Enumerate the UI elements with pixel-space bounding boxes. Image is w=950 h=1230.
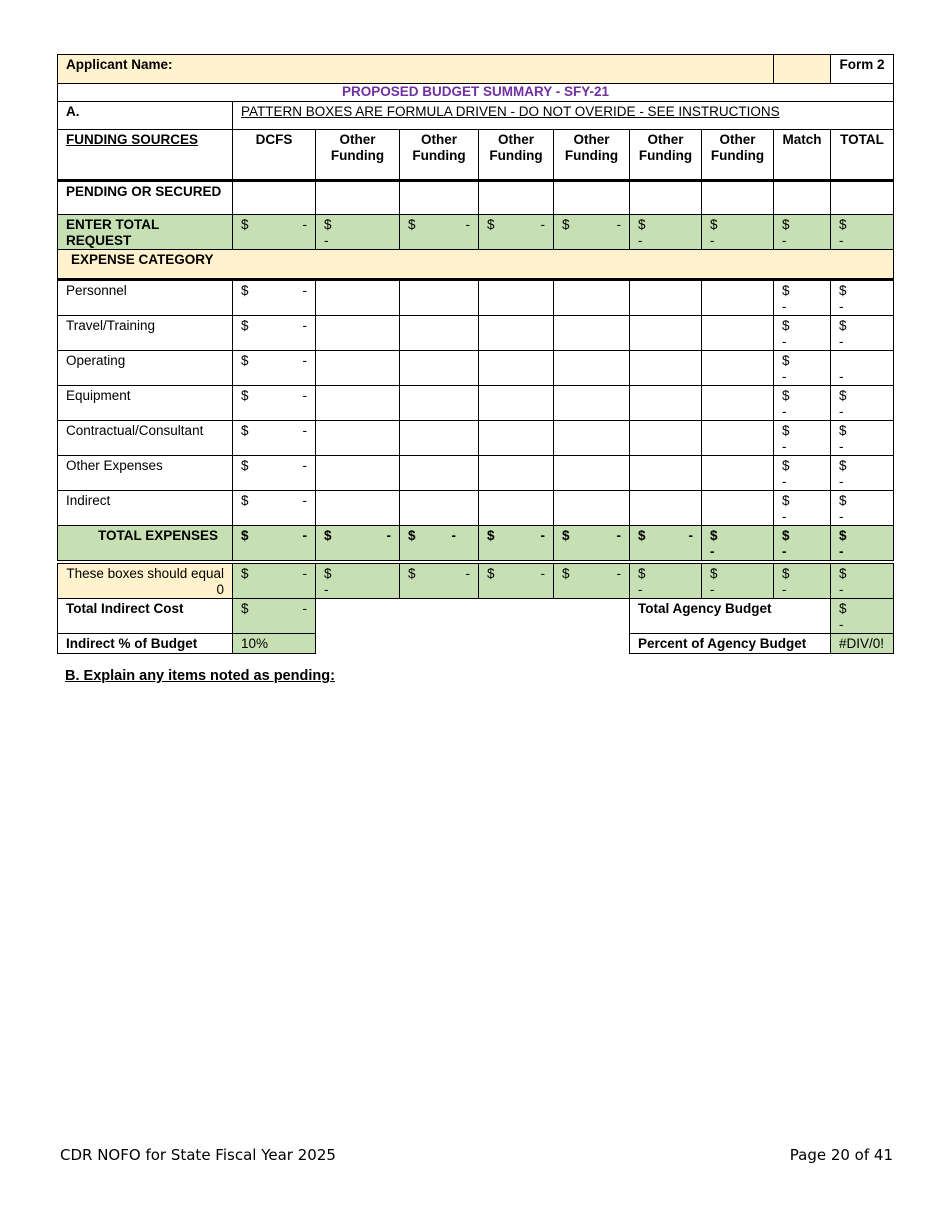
other-expense-input[interactable] xyxy=(479,421,554,456)
difference-value: $ - xyxy=(479,562,554,599)
match-value: $ - xyxy=(774,386,831,421)
total-expense-value: $ - xyxy=(702,526,774,563)
match-value: $ - xyxy=(774,421,831,456)
difference-value: $ - xyxy=(316,562,400,599)
other-expense-input[interactable] xyxy=(630,421,702,456)
other-expense-input[interactable] xyxy=(479,386,554,421)
match-value: $ - xyxy=(774,456,831,491)
other-expense-input[interactable] xyxy=(554,386,630,421)
expense-label-personnel: Personnel xyxy=(58,280,233,316)
pending-input[interactable] xyxy=(400,181,479,215)
dcfs-expense-input[interactable]: $ - xyxy=(233,280,316,316)
other-expense-input[interactable] xyxy=(479,280,554,316)
total-expenses-label: TOTAL EXPENSES xyxy=(58,526,233,563)
expense-label-operating: Operating xyxy=(58,351,233,386)
total-expense-match: $ - xyxy=(774,526,831,563)
enter-total-request-label: ENTER TOTAL REQUEST xyxy=(58,215,233,250)
expense-label-equipment: Equipment xyxy=(58,386,233,421)
other-expense-input[interactable] xyxy=(702,456,774,491)
request-input[interactable]: $ - xyxy=(233,215,316,250)
total-indirect-cost-value: $ - xyxy=(233,599,316,634)
pending-input[interactable] xyxy=(630,181,702,215)
expense-label-other-expenses: Other Expenses xyxy=(58,456,233,491)
other-expense-input[interactable] xyxy=(554,351,630,386)
expense-label-contractual-consultant: Contractual/Consultant xyxy=(58,421,233,456)
applicant-name-extra-cell[interactable] xyxy=(774,55,831,84)
total-value: $ - xyxy=(831,386,894,421)
other-expense-input[interactable] xyxy=(400,386,479,421)
footer-document-title: CDR NOFO for State Fiscal Year 2025 xyxy=(60,1146,336,1164)
other-expense-input[interactable] xyxy=(702,351,774,386)
funding-sources-header: FUNDING SOURCES xyxy=(58,130,233,181)
difference-value: $ - xyxy=(630,562,702,599)
total-expense-value: $ - xyxy=(479,526,554,563)
total-agency-budget-label: Total Agency Budget xyxy=(630,599,831,634)
match-value: $ - xyxy=(774,316,831,351)
applicant-name-field[interactable] xyxy=(58,55,774,84)
pending-secured-label: PENDING OR SECURED xyxy=(58,181,233,215)
other-expense-input[interactable] xyxy=(702,316,774,351)
indirect-percent-value: 10% xyxy=(233,634,316,654)
spacer xyxy=(316,599,630,634)
pending-input[interactable] xyxy=(233,181,316,215)
expense-category-header: EXPENSE CATEGORY xyxy=(58,250,894,280)
pending-input[interactable] xyxy=(702,181,774,215)
other-expense-input[interactable] xyxy=(316,280,400,316)
other-expense-input[interactable] xyxy=(554,421,630,456)
difference-value: $ - xyxy=(400,562,479,599)
total-value: $ - xyxy=(831,316,894,351)
percent-agency-budget-value: #DIV/0! xyxy=(831,634,894,654)
pending-input[interactable] xyxy=(479,181,554,215)
dcfs-expense-input[interactable]: $ - xyxy=(233,491,316,526)
total-expense-value: $ - xyxy=(554,526,630,563)
expense-label-indirect: Indirect xyxy=(58,491,233,526)
total-expense-value: $ - xyxy=(316,526,400,563)
other-expense-input[interactable] xyxy=(400,421,479,456)
other-expense-input[interactable] xyxy=(702,421,774,456)
total-indirect-cost-label: Total Indirect Cost xyxy=(58,599,233,634)
other-expense-input[interactable] xyxy=(400,491,479,526)
other-expense-input[interactable] xyxy=(554,491,630,526)
other-expense-input[interactable] xyxy=(630,280,702,316)
total-value: $ - xyxy=(831,491,894,526)
section-a-label: A. xyxy=(58,102,233,130)
dcfs-expense-input[interactable]: $ - xyxy=(233,386,316,421)
other-expense-input[interactable] xyxy=(554,280,630,316)
other-expense-input[interactable] xyxy=(400,456,479,491)
other-expense-input[interactable] xyxy=(316,316,400,351)
indirect-percent-label: Indirect % of Budget xyxy=(58,634,233,654)
request-input[interactable]: $ - xyxy=(702,215,774,250)
column-header-other-1: Other Funding xyxy=(316,130,400,181)
other-expense-input[interactable] xyxy=(316,386,400,421)
match-value: $ - xyxy=(774,280,831,316)
dcfs-expense-input[interactable]: $ - xyxy=(233,316,316,351)
other-expense-input[interactable] xyxy=(400,316,479,351)
column-header-other-4: Other Funding xyxy=(554,130,630,181)
applicant-name-label: Applicant Name: xyxy=(66,57,173,72)
column-header-other-2: Other Funding xyxy=(400,130,479,181)
total-value: - xyxy=(831,351,894,386)
request-input[interactable]: $ - xyxy=(316,215,400,250)
total-value: $ - xyxy=(831,421,894,456)
column-header-other-6: Other Funding xyxy=(702,130,774,181)
difference-value: $ - xyxy=(702,562,774,599)
spacer xyxy=(316,634,630,654)
total-expense-value: $ - xyxy=(233,526,316,563)
other-expense-input[interactable] xyxy=(479,491,554,526)
request-input[interactable]: $ - xyxy=(400,215,479,250)
other-expense-input[interactable] xyxy=(630,351,702,386)
request-match-value: $ - xyxy=(774,215,831,250)
other-expense-input[interactable] xyxy=(316,351,400,386)
other-expense-input[interactable] xyxy=(702,491,774,526)
other-expense-input[interactable] xyxy=(630,456,702,491)
match-value: $ - xyxy=(774,351,831,386)
request-input[interactable]: $ - xyxy=(479,215,554,250)
pending-input[interactable] xyxy=(316,181,400,215)
pending-input[interactable] xyxy=(554,181,630,215)
other-expense-input[interactable] xyxy=(702,386,774,421)
other-expense-input[interactable] xyxy=(630,316,702,351)
other-expense-input[interactable] xyxy=(316,421,400,456)
difference-total: $ - xyxy=(831,562,894,599)
difference-value: $ - xyxy=(233,562,316,599)
column-header-total: TOTAL xyxy=(831,130,894,181)
total-expense-total: $ - xyxy=(831,526,894,563)
total-agency-budget-input[interactable]: $ - xyxy=(831,599,894,634)
section-b-heading: B. Explain any items noted as pending: xyxy=(65,668,335,684)
request-total-value: $ - xyxy=(831,215,894,250)
other-expense-input[interactable] xyxy=(479,351,554,386)
pattern-note: PATTERN BOXES ARE FORMULA DRIVEN - DO NOT OVERIDE - SEE INSTRUCTIONS xyxy=(233,102,894,130)
total-expense-value: $ - xyxy=(400,526,479,563)
other-expense-input[interactable] xyxy=(479,456,554,491)
form-number: Form 2 xyxy=(831,55,894,84)
request-input[interactable]: $ - xyxy=(630,215,702,250)
other-expense-input[interactable] xyxy=(316,456,400,491)
request-input[interactable]: $ - xyxy=(554,215,630,250)
expense-label-travel-training: Travel/Training xyxy=(58,316,233,351)
dcfs-expense-input[interactable]: $ - xyxy=(233,351,316,386)
column-header-other-3: Other Funding xyxy=(479,130,554,181)
other-expense-input[interactable] xyxy=(479,316,554,351)
column-header-match: Match xyxy=(774,130,831,181)
dcfs-expense-input[interactable]: $ - xyxy=(233,421,316,456)
difference-match: $ - xyxy=(774,562,831,599)
dcfs-expense-input[interactable]: $ - xyxy=(233,456,316,491)
other-expense-input[interactable] xyxy=(400,280,479,316)
percent-agency-budget-label: Percent of Agency Budget xyxy=(630,634,831,654)
other-expense-input[interactable] xyxy=(702,280,774,316)
other-expense-input[interactable] xyxy=(554,316,630,351)
form-title: PROPOSED BUDGET SUMMARY - SFY-21 xyxy=(58,84,894,102)
column-header-other-5: Other Funding xyxy=(630,130,702,181)
total-value: $ - xyxy=(831,280,894,316)
other-expense-input[interactable] xyxy=(316,491,400,526)
other-expense-input[interactable] xyxy=(630,386,702,421)
should-equal-zero-label: These boxes should equal 0 xyxy=(58,562,233,599)
pending-input[interactable] xyxy=(831,181,894,215)
match-value: $ - xyxy=(774,491,831,526)
difference-value: $ - xyxy=(554,562,630,599)
footer-page-number: Page 20 of 41 xyxy=(789,1146,893,1164)
column-header-dcfs: DCFS xyxy=(233,130,316,181)
other-expense-input[interactable] xyxy=(400,351,479,386)
budget-summary-table xyxy=(57,54,894,654)
pending-input[interactable] xyxy=(774,181,831,215)
other-expense-input[interactable] xyxy=(630,491,702,526)
total-expense-value: $ - xyxy=(630,526,702,563)
other-expense-input[interactable] xyxy=(554,456,630,491)
total-value: $ - xyxy=(831,456,894,491)
